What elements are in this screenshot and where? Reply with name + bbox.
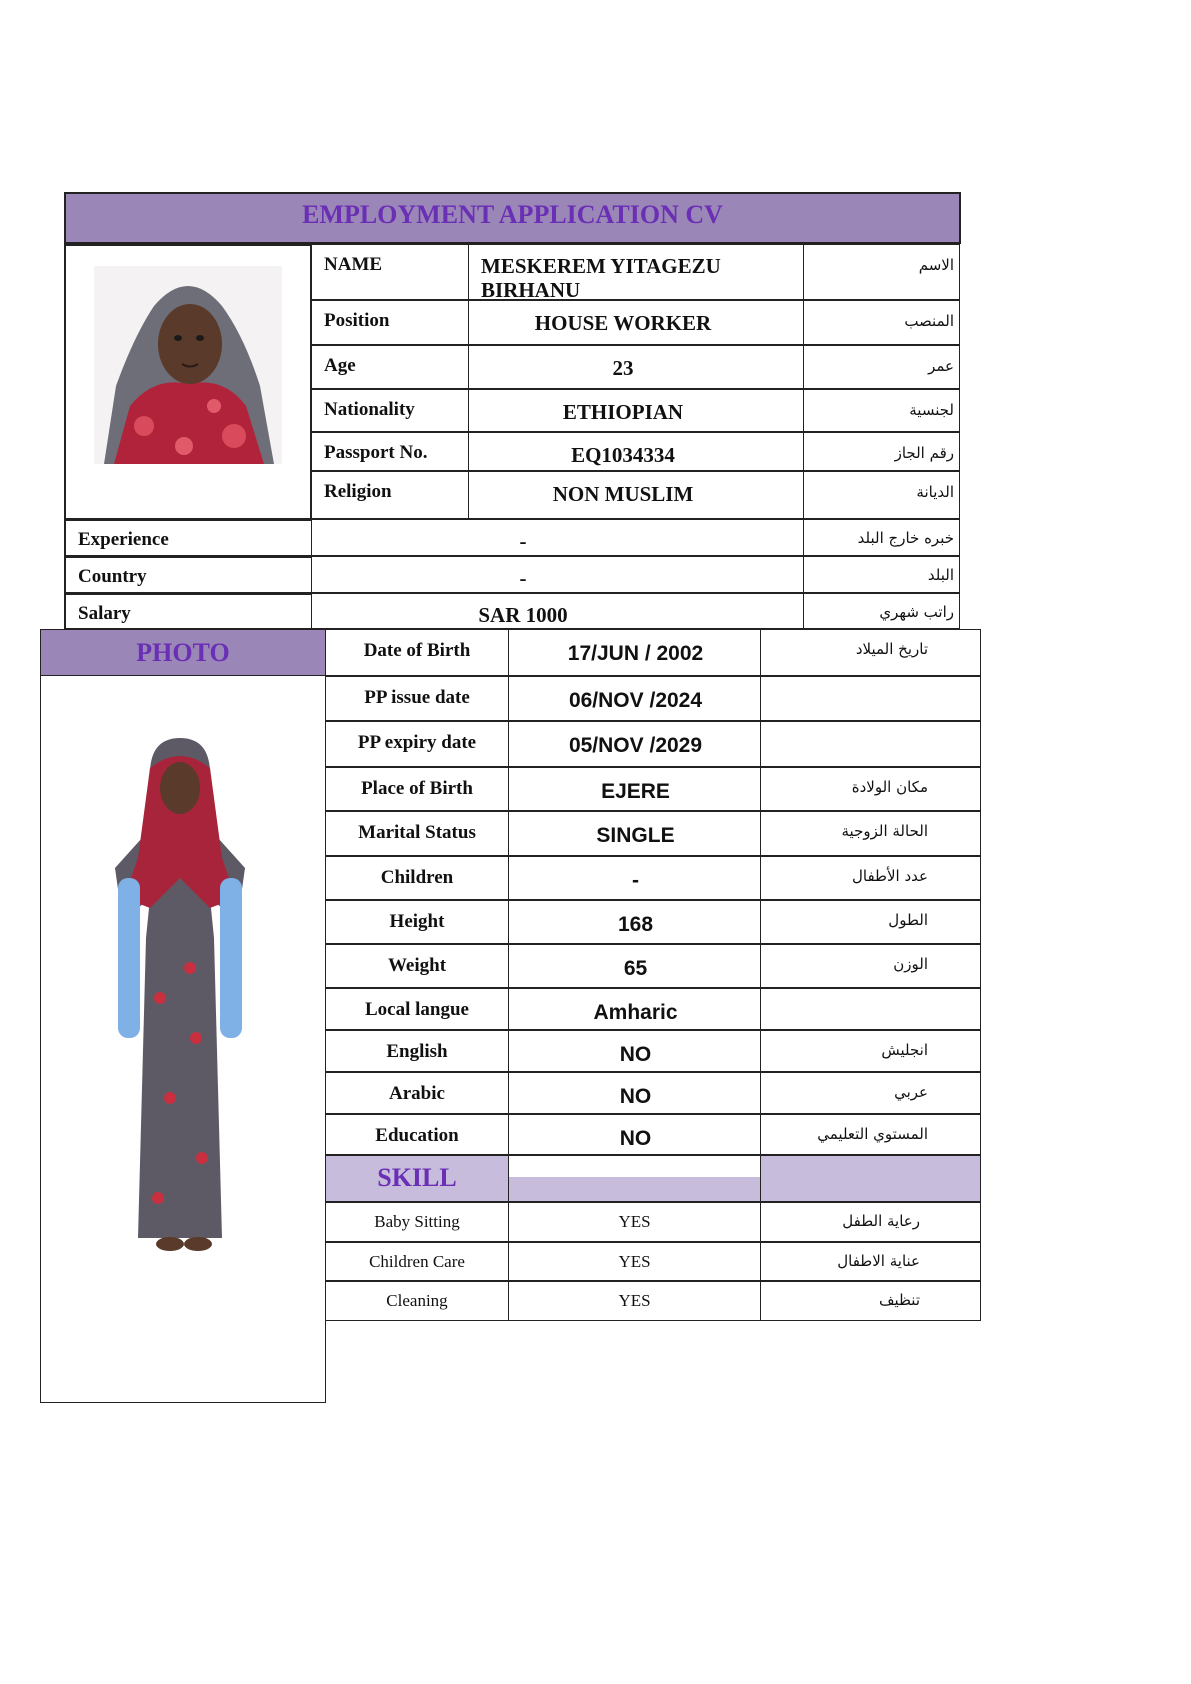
cv-title: EMPLOYMENT APPLICATION CV — [302, 200, 723, 229]
detail-label: Height — [389, 911, 445, 932]
work-value: SAR 1000 — [478, 603, 568, 627]
detail-value: 17/JUN / 2002 — [567, 642, 704, 665]
headshot-photo — [94, 266, 282, 464]
detail-value: NO — [619, 1043, 652, 1066]
skill-title: SKILL — [377, 1163, 457, 1192]
detail-value: 06/NOV /2024 — [568, 689, 703, 712]
detail-ar: الطول — [888, 911, 928, 929]
personal-value: ETHIOPIAN — [562, 400, 684, 424]
personal-label: Age — [324, 355, 356, 376]
detail-label: English — [386, 1041, 448, 1062]
personal-ar: لجنسية — [909, 401, 954, 419]
skill-header-ar — [760, 1155, 981, 1202]
personal-value: HOUSE WORKER — [534, 311, 712, 335]
personal-label: Position — [324, 310, 390, 331]
work-value: - — [519, 529, 527, 553]
skill-label: Children Care — [369, 1252, 465, 1271]
detail-label: Education — [375, 1125, 459, 1146]
detail-ar: عدد الأطفال — [852, 867, 928, 885]
detail-value: EJERE — [601, 780, 670, 803]
detail-value: - — [632, 869, 639, 892]
detail-ar: انجليش — [881, 1041, 928, 1059]
personal-value: 23 — [612, 356, 634, 380]
personal-ar: عمر — [928, 357, 954, 375]
detail-label: Marital Status — [358, 822, 476, 843]
detail-value: 05/NOV /2029 — [568, 734, 703, 757]
detail-label: Weight — [387, 955, 447, 976]
skill-header-value — [508, 1155, 761, 1202]
personal-value: NON MUSLIM — [552, 482, 694, 506]
detail-ar: الوزن — [893, 955, 928, 973]
detail-label: PP expiry date — [357, 732, 477, 753]
detail-ar: الحالة الزوجية — [841, 822, 928, 840]
detail-value: Amharic — [593, 1001, 678, 1024]
detail-label: Arabic — [389, 1083, 445, 1104]
personal-ar: الديانة — [916, 483, 954, 501]
detail-row-ar-cell — [760, 721, 981, 767]
skill-ar: تنظيف — [878, 1291, 920, 1309]
detail-value: NO — [619, 1085, 652, 1108]
detail-value: 65 — [623, 957, 648, 980]
personal-label: Nationality — [324, 399, 415, 420]
work-ar: خبره خارج البلد — [857, 529, 954, 547]
detail-ar: تاريخ الميلاد — [855, 640, 928, 658]
personal-ar: الاسم — [918, 256, 954, 274]
detail-label: Place of Birth — [361, 778, 473, 799]
skill-label: Cleaning — [386, 1291, 448, 1310]
personal-ar: المنصب — [904, 312, 954, 330]
personal-ar: رقم الجاز — [894, 444, 954, 462]
detail-ar: مكان الولادة — [851, 778, 928, 796]
skill-value: YES — [618, 1291, 651, 1310]
detail-value: SINGLE — [596, 824, 675, 847]
detail-ar: عربي — [894, 1083, 928, 1101]
work-label: Experience — [78, 529, 169, 550]
skill-value: YES — [618, 1252, 651, 1271]
detail-label: Local langue — [365, 999, 469, 1020]
photo-title: PHOTO — [136, 638, 230, 667]
skill-value: YES — [618, 1212, 651, 1231]
detail-ar: المستوي التعليمي — [817, 1125, 928, 1143]
detail-row-ar-cell — [760, 988, 981, 1030]
work-label: Salary — [78, 603, 131, 624]
personal-value: EQ1034334 — [571, 443, 675, 467]
personal-label: Passport No. — [324, 442, 428, 463]
detail-value: NO — [619, 1127, 652, 1150]
detail-row-ar-cell — [760, 676, 981, 721]
personal-label: Religion — [324, 481, 392, 502]
work-value: - — [519, 566, 527, 590]
full-body-photo — [110, 738, 250, 1260]
work-ar: راتب شهري — [879, 603, 954, 621]
personal-label: NAME — [324, 254, 383, 275]
detail-label: Date of Birth — [363, 640, 471, 661]
detail-value: 168 — [617, 913, 654, 936]
personal-value: MESKEREM YITAGEZU BIRHANU — [481, 254, 721, 302]
detail-label: Children — [380, 867, 454, 888]
skill-ar: عناية الاطفال — [837, 1252, 920, 1270]
skill-label: Baby Sitting — [374, 1212, 460, 1231]
skill-ar: رعاية الطفل — [842, 1212, 920, 1230]
work-ar: البلد — [927, 566, 954, 584]
detail-label: PP issue date — [364, 687, 470, 708]
work-label: Country — [78, 566, 147, 587]
